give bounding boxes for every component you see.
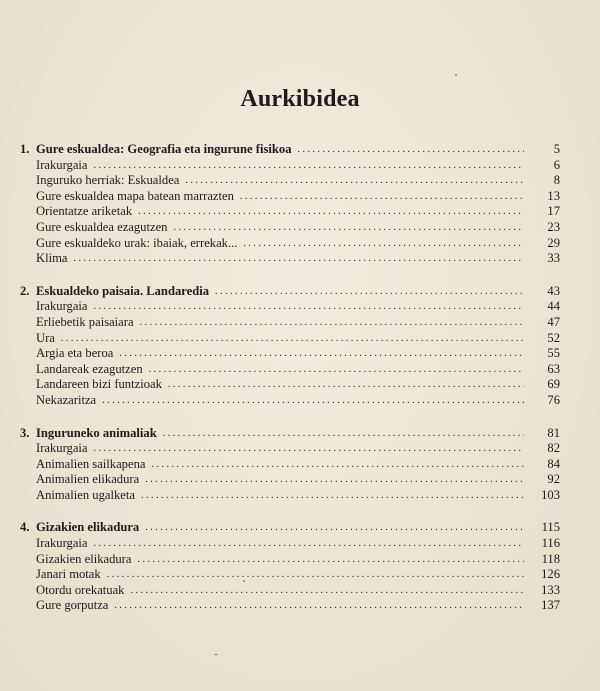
paper-speck [455,74,457,76]
toc-entry [20,472,560,488]
toc-entry [20,583,560,599]
chapter-number: 4. [20,520,30,535]
toc-entry [20,236,560,252]
dot-leader [140,315,524,331]
entry-label: Nekazaritza [36,392,97,407]
toc-section [20,520,560,614]
dot-leader [94,299,524,315]
dot-leader [243,236,524,252]
chapter-title: Eskualdeko paisaia. Landaredia [36,283,209,298]
entry-page-number: 52 [547,330,560,345]
toc-entry [20,552,560,568]
dot-leader [107,567,524,583]
entry-page-number: 29 [547,235,560,250]
entry-label: Orientatze ariketak [36,204,133,219]
entry-label: Animalien sailkapena [36,456,146,471]
dot-leader [94,536,524,552]
dot-leader [149,362,524,378]
toc-entry [20,331,560,347]
entry-page-number: 118 [541,551,560,566]
toc-entry [20,362,560,378]
entry-page-number: 63 [547,361,560,376]
chapter-title: Inguruneko animaliak [36,425,157,440]
entry-page-number: 103 [541,487,560,502]
toc-entry [20,251,560,267]
toc-entry [20,204,560,220]
toc-entry-list [20,299,560,408]
dot-leader [138,204,524,220]
toc-entry [20,220,560,236]
entry-label: Gure eskualdeko urak: ibaiak, errekak... [36,235,238,250]
table-of-contents [20,142,560,631]
dot-leader [94,441,524,457]
entry-page-number: 137 [541,598,560,613]
dot-leader [145,472,524,488]
entry-label: Klima [36,251,68,266]
entry-label: Irakurgaia [36,299,88,314]
toc-entry [20,441,560,457]
chapter-page-number: 5 [553,142,560,156]
entry-page-number: 6 [553,157,560,172]
toc-entry [20,299,560,315]
entry-label: Irakurgaia [36,157,88,172]
dot-leader [163,426,524,442]
entry-page-number: 33 [547,251,560,266]
entry-label: Landareen bizi funtzioak [36,377,162,392]
page-title: Aurkibidea [240,86,360,112]
toc-entry [20,377,560,393]
dot-leader [130,583,524,599]
dot-leader [61,331,524,347]
entry-label: Animalien elikadura [36,472,140,487]
dot-leader [151,457,524,473]
paper-speck [243,580,245,582]
entry-label: Irakurgaia [36,536,88,551]
entry-label: Gizakien elikadura [36,551,132,566]
dot-leader [240,189,524,205]
entry-page-number: 55 [547,346,560,361]
chapter-page-number: 81 [547,425,560,440]
entry-page-number: 84 [547,456,560,471]
chapter-title: Gure eskualdea: Geografia eta ingurune fisikoa [36,142,292,156]
toc-entry [20,488,560,504]
dot-leader [168,377,524,393]
dot-leader [94,158,524,174]
dot-leader [73,251,524,267]
entry-label: Gure gorputza [36,598,109,613]
entry-page-number: 8 [553,173,560,188]
toc-entry [20,567,560,583]
toc-section [20,284,560,409]
entry-page-number: 126 [541,567,560,582]
entry-page-number: 13 [547,188,560,203]
toc-section [20,142,560,267]
entry-label: Gure eskualdea mapa batean marrazten [36,188,234,203]
toc-chapter-heading [20,520,560,536]
entry-page-number: 92 [547,472,560,487]
entry-label: Inguruko herriak: Eskualdea [36,173,180,188]
entry-label: Landareak ezagutzen [36,361,143,376]
entry-page-number: 76 [547,392,560,407]
dot-leader [119,346,524,362]
entry-page-number: 69 [547,377,560,392]
toc-entry-list [20,441,560,503]
toc-chapter-heading [20,142,560,158]
toc-entry [20,346,560,362]
entry-page-number: 82 [547,441,560,456]
entry-label: Irakurgaia [36,441,88,456]
dot-leader [141,488,524,504]
toc-entry-list [20,158,560,267]
toc-entry [20,536,560,552]
dot-leader [298,142,525,158]
toc-entry [20,598,560,614]
dot-leader [185,173,524,189]
chapter-number: 3. [20,425,30,440]
toc-entry [20,189,560,205]
toc-entry [20,158,560,174]
dot-leader [173,220,524,236]
entry-label: Erliebetik paisaiara [36,314,134,329]
toc-chapter-heading [20,284,560,300]
entry-page-number: 133 [541,582,560,597]
entry-label: Argia eta beroa [36,346,114,361]
dot-leader [137,552,524,568]
toc-entry-list [20,536,560,614]
entry-label: Otordu orekatuak [36,582,125,597]
chapter-title: Gizakien elikadura [36,520,140,535]
entry-label: Animalien ugalketa [36,487,135,502]
chapter-number: 1. [20,142,30,156]
toc-entry [20,393,560,409]
dot-leader [114,598,524,614]
entry-label: Janari motak [36,567,101,582]
toc-entry [20,457,560,473]
entry-page-number: 23 [547,219,560,234]
toc-section [20,426,560,504]
entry-page-number: 47 [547,314,560,329]
chapter-number: 2. [20,283,30,298]
chapter-page-number: 115 [541,520,560,535]
entry-label: Ura [36,330,55,345]
toc-entry [20,315,560,331]
entry-page-number: 17 [547,204,560,219]
paper-speck [214,654,218,655]
dot-leader [215,284,524,300]
entry-page-number: 116 [541,536,560,551]
chapter-page-number: 43 [547,283,560,298]
entry-page-number: 44 [547,299,560,314]
dot-leader [102,393,524,409]
dot-leader [145,520,524,536]
entry-label: Gure eskualdea ezagutzen [36,219,168,234]
toc-chapter-heading [20,426,560,442]
toc-entry [20,173,560,189]
